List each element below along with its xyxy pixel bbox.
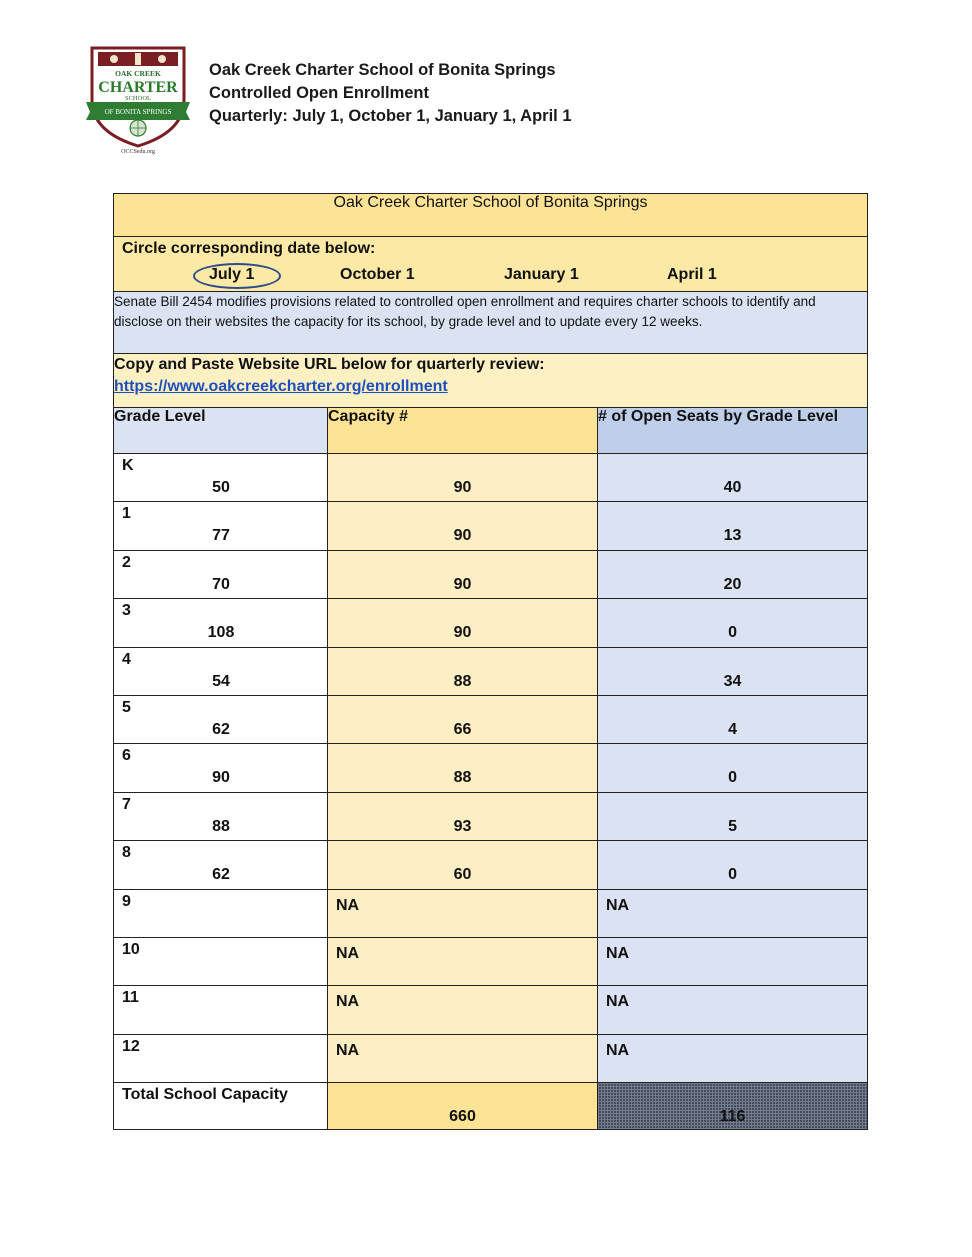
grade-row-1	[114, 502, 868, 550]
header-subtitle: Controlled Open Enrollment	[209, 84, 430, 102]
date-option-january[interactable]: January 1	[504, 266, 579, 283]
grade-label: 12	[122, 1037, 140, 1055]
capacity-value: 88	[453, 769, 472, 787]
circle-date-label: Circle corresponding date below:	[122, 240, 376, 257]
open-seats-value: 34	[723, 672, 742, 690]
enrolled-count: 108	[207, 624, 235, 642]
grade-label: 8	[122, 844, 131, 862]
grade-row-4	[114, 647, 868, 695]
grade-row-5	[114, 695, 868, 743]
open-seats-value: 13	[723, 527, 742, 545]
document-header	[209, 59, 572, 128]
table-title: Oak Creek Charter School of Bonita Springs	[114, 194, 868, 237]
url-label: Copy and Paste Website URL below for quarterly review:	[114, 356, 545, 373]
url-row	[114, 354, 868, 408]
grade-label: 3	[122, 602, 131, 620]
capacity-value: 66	[453, 720, 472, 738]
enrolled-count: 88	[212, 817, 230, 835]
grade-label: 2	[122, 553, 131, 571]
grade-label: 6	[122, 747, 131, 765]
col-header-grade: Grade Level	[114, 408, 328, 454]
grade-row-6	[114, 744, 868, 792]
logo-top-text: OAK CREEK	[115, 69, 161, 78]
table-title-row	[114, 194, 868, 237]
open-seats-value: NA	[606, 993, 630, 1011]
grade-row-3	[114, 599, 868, 647]
grade-label: 9	[122, 892, 131, 910]
total-row	[114, 1083, 868, 1130]
grade-row-k	[114, 454, 868, 502]
capacity-value: NA	[336, 896, 360, 914]
capacity-value: 60	[453, 866, 472, 884]
date-selection-row	[114, 237, 868, 292]
capacity-value: NA	[336, 1041, 360, 1059]
open-seats-value: 0	[728, 866, 737, 884]
grade-row-9	[114, 889, 868, 937]
open-seats-value: 20	[723, 575, 742, 593]
senate-bill-text: Senate Bill 2454 modifies provisions related to controlled open enrollment and requires charter schools to identify and disclose on their websites the capacity for its school, by grade level and to update every 12 weeks.	[114, 292, 868, 354]
capacity-value: 90	[453, 575, 472, 593]
open-seats-value: 0	[728, 624, 737, 642]
grade-row-11	[114, 986, 868, 1034]
open-seats-value: 0	[728, 769, 737, 787]
capacity-value: NA	[336, 944, 360, 962]
capacity-value: NA	[336, 993, 360, 1011]
logo-site-text: OCCSedu.org	[121, 149, 155, 155]
date-option-october[interactable]: October 1	[340, 266, 415, 283]
capacity-value: 90	[453, 624, 472, 642]
capacity-value: 90	[453, 527, 472, 545]
capacity-value: 88	[453, 672, 472, 690]
grade-label: 1	[122, 505, 131, 523]
grade-row-2	[114, 550, 868, 598]
capacity-value: 93	[453, 817, 472, 835]
senate-bill-row	[114, 292, 868, 354]
enrolled-count: 90	[212, 769, 230, 787]
header-schedule: Quarterly: July 1, October 1, January 1, April 1	[209, 107, 572, 125]
capacity-value: 90	[453, 479, 472, 496]
grade-row-10	[114, 937, 868, 985]
col-header-capacity: Capacity #	[328, 408, 598, 454]
grade-row-8	[114, 841, 868, 889]
date-option-july[interactable]: July 1	[209, 266, 255, 283]
grade-label: K	[122, 457, 134, 474]
total-capacity-value: 660	[449, 1108, 476, 1126]
enrollment-table	[113, 193, 868, 1130]
grade-row-7	[114, 792, 868, 840]
open-seats-value: 5	[728, 817, 737, 835]
total-label: Total School Capacity	[122, 1086, 288, 1104]
open-seats-value: NA	[606, 944, 630, 962]
enrolled-count: 70	[212, 575, 230, 593]
open-seats-value: 40	[723, 479, 742, 496]
grade-row-12	[114, 1034, 868, 1082]
column-header-row	[114, 408, 868, 454]
grade-label: 5	[122, 698, 131, 716]
open-seats-value: NA	[606, 1041, 630, 1059]
grade-label: 11	[122, 989, 139, 1007]
col-header-open-seats: # of Open Seats by Grade Level	[598, 408, 868, 454]
header-school-name: Oak Creek Charter School of Bonita Springs	[209, 61, 556, 79]
total-open-seats-value: 116	[719, 1108, 746, 1126]
grade-label: 4	[122, 650, 131, 668]
enrollment-url-link[interactable]: https://www.oakcreekcharter.org/enrollment	[114, 378, 448, 395]
enrolled-count: 77	[212, 527, 230, 545]
enrolled-count: 62	[212, 866, 230, 884]
open-seats-value: 4	[728, 720, 737, 738]
enrolled-count: 50	[212, 479, 230, 496]
enrolled-count: 54	[212, 672, 230, 690]
grade-label: 10	[122, 940, 140, 958]
date-option-april[interactable]: April 1	[667, 266, 717, 283]
enrolled-count: 62	[212, 720, 230, 738]
school-crest-logo	[84, 40, 192, 155]
logo-banner-text: OF BONITA SPRINGS	[104, 108, 172, 116]
grade-label: 7	[122, 795, 131, 813]
logo-main-text: CHARTER	[98, 79, 178, 96]
logo-sub-text: SCHOOL	[124, 95, 152, 102]
open-seats-value: NA	[606, 896, 630, 914]
